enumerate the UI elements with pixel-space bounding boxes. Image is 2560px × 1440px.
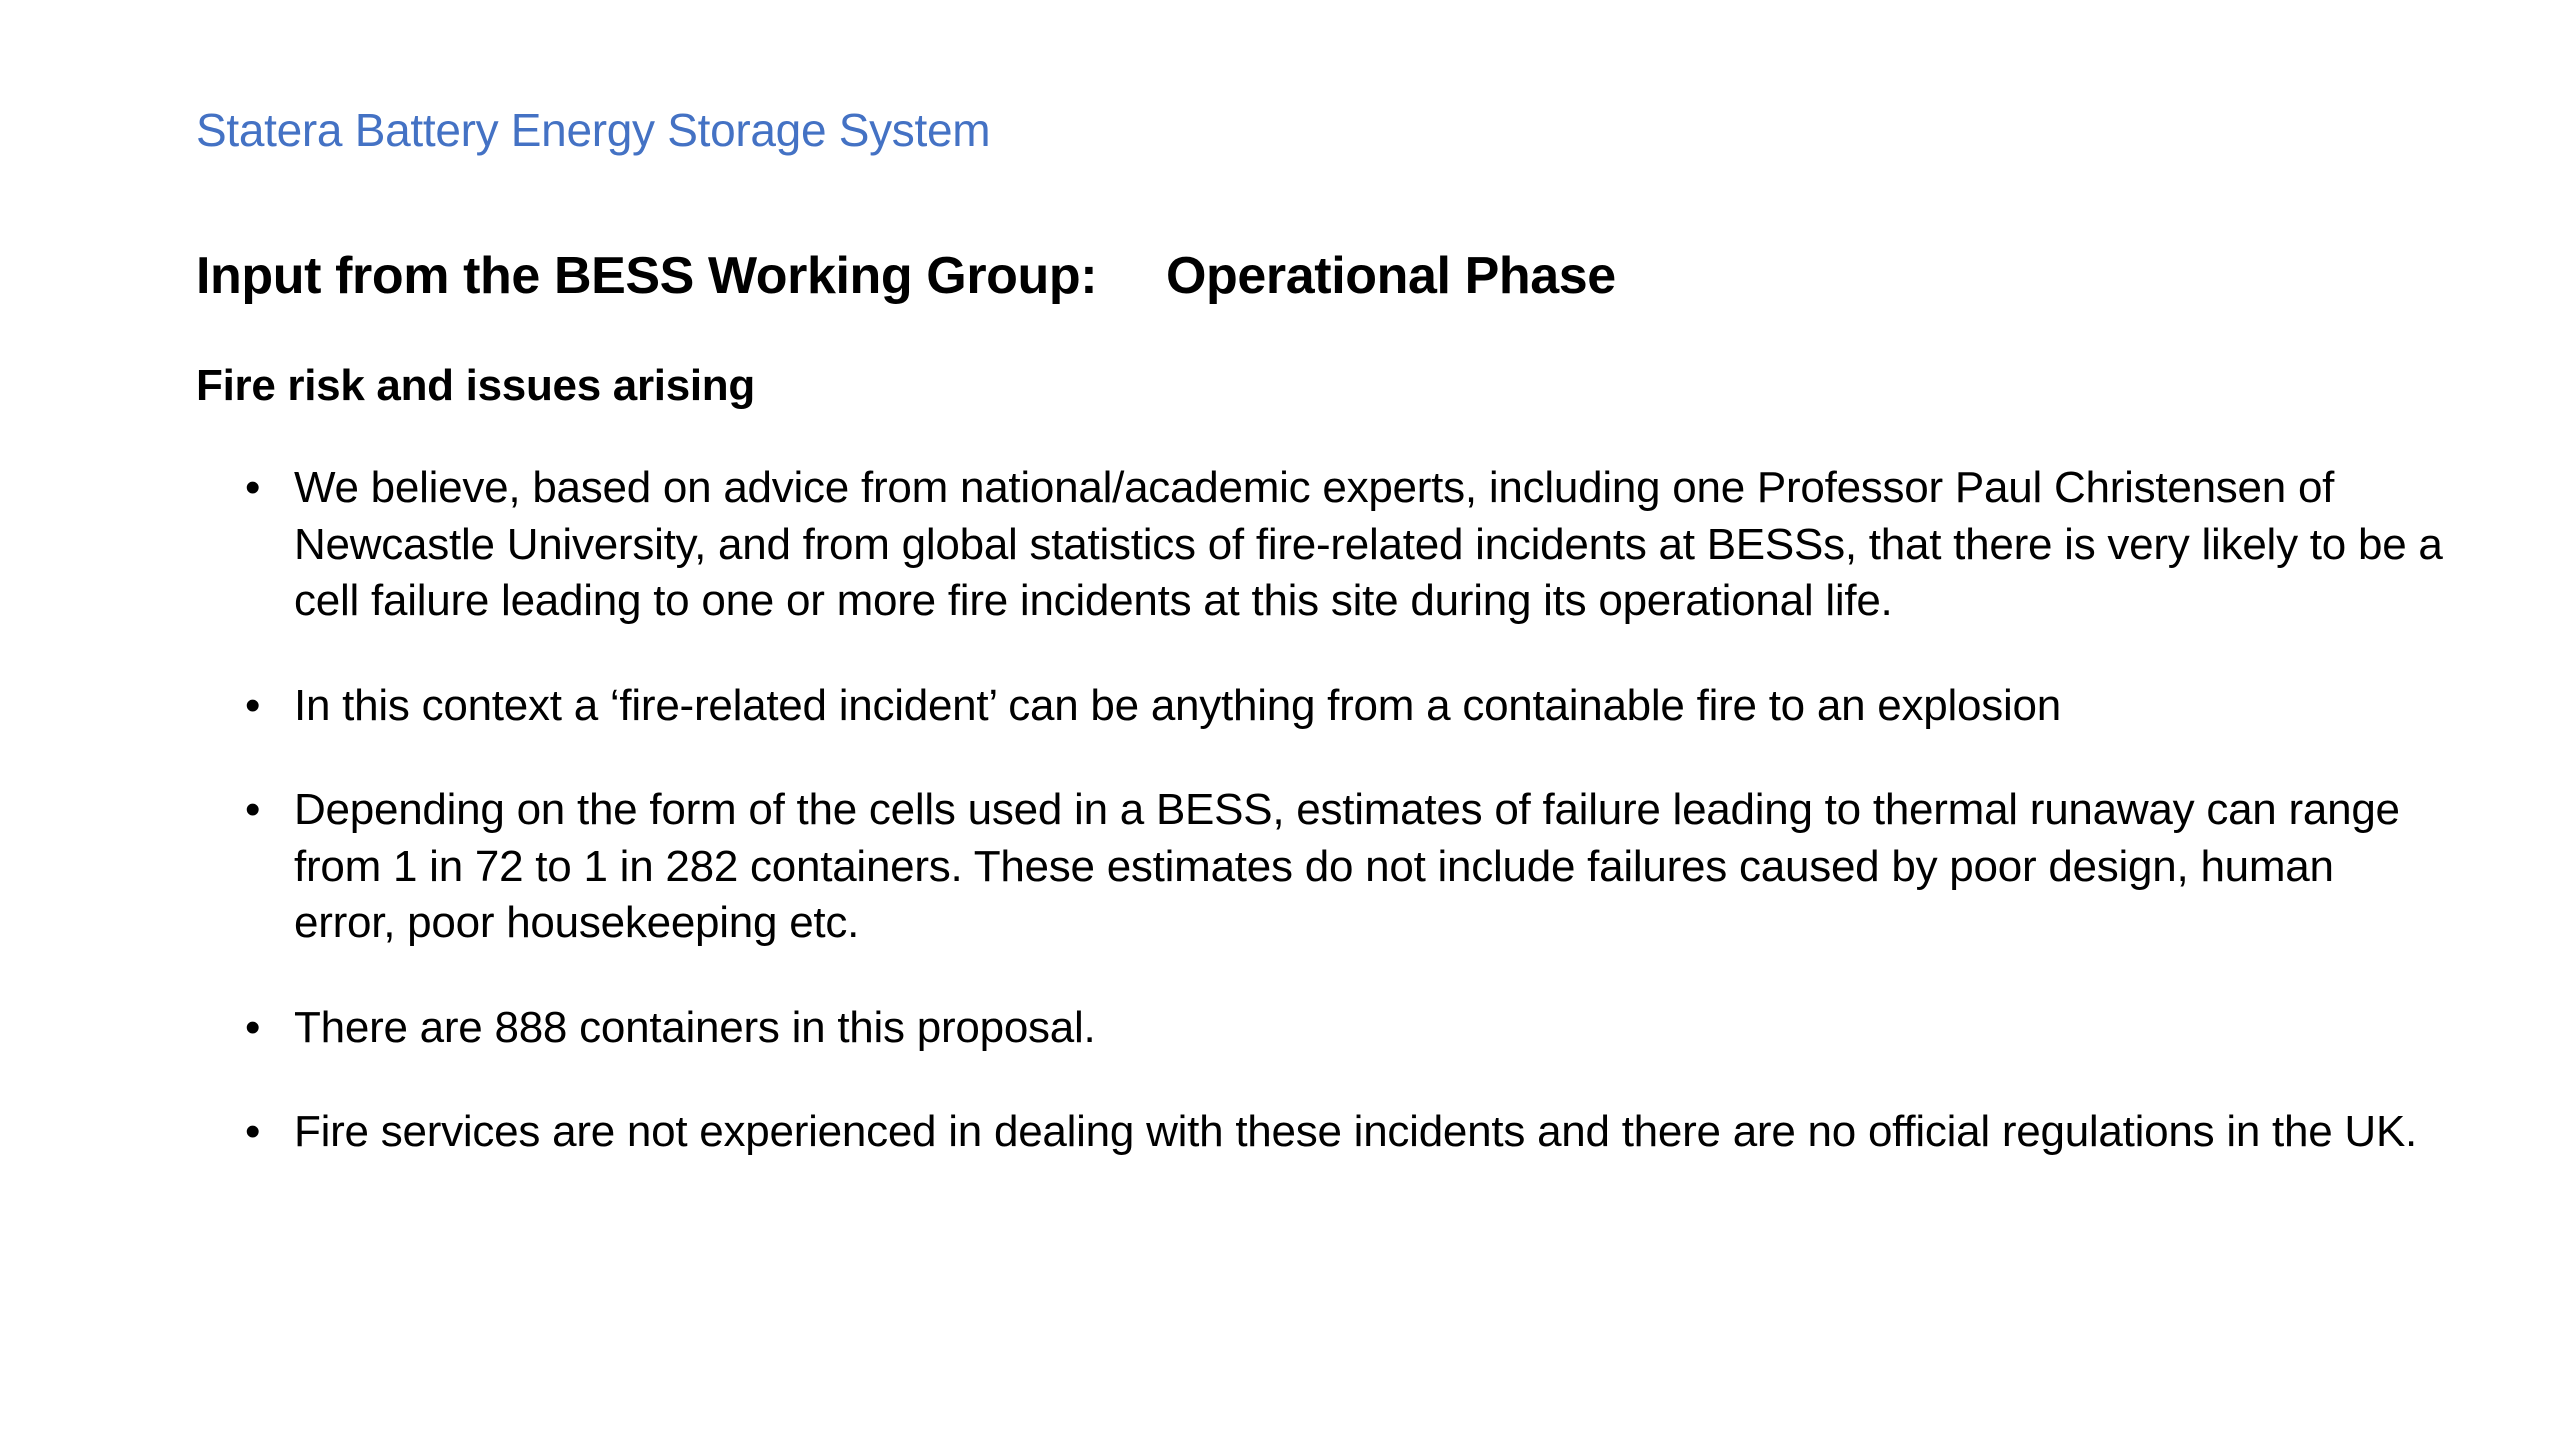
bullet-text: Depending on the form of the cells used in a BESS, estimates of failure leading to thermal runaway can range from 1 in 72 to 1 in 282 containers. These estimates do not include failures caused by poor design, human error, poor housekeeping etc. — [294, 785, 2400, 947]
bullet-item — [196, 460, 2446, 630]
bullet-item — [196, 1104, 2446, 1161]
bullet-item — [196, 1000, 2446, 1057]
heading-phase: Operational Phase — [1166, 247, 1616, 305]
bullet-text: We believe, based on advice from national/academic experts, including one Professor Paul Christensen of Newcastle University, and from global statistics of fire-related incidents at BESSs, that there is very likely to be a cell failure leading to one or more fire incidents at this site during its operational life. — [294, 463, 2443, 625]
bullet-icon: • — [245, 680, 261, 730]
bullet-icon: • — [245, 785, 261, 834]
bullet-list — [196, 460, 2446, 1209]
slide-title: Statera Battery Energy Storage System — [196, 104, 991, 156]
bullet-item — [196, 782, 2446, 952]
subheading: Fire risk and issues arising — [196, 361, 755, 410]
section-heading — [196, 244, 1616, 308]
bullet-text: Fire services are not experienced in dealing with these incidents and there are no official regulations in the UK. — [294, 1107, 2418, 1156]
bullet-text: In this context a ‘fire-related incident’ can be anything from a containable fire to an explosion — [294, 680, 2061, 730]
bullet-item — [196, 678, 2446, 735]
bullet-icon: • — [245, 1002, 261, 1052]
bullet-icon: • — [245, 1107, 261, 1156]
heading-working-group: Input from the BESS Working Group: — [196, 247, 1098, 305]
bullet-icon: • — [245, 463, 261, 512]
bullet-text: There are 888 containers in this proposal. — [294, 1002, 1096, 1052]
